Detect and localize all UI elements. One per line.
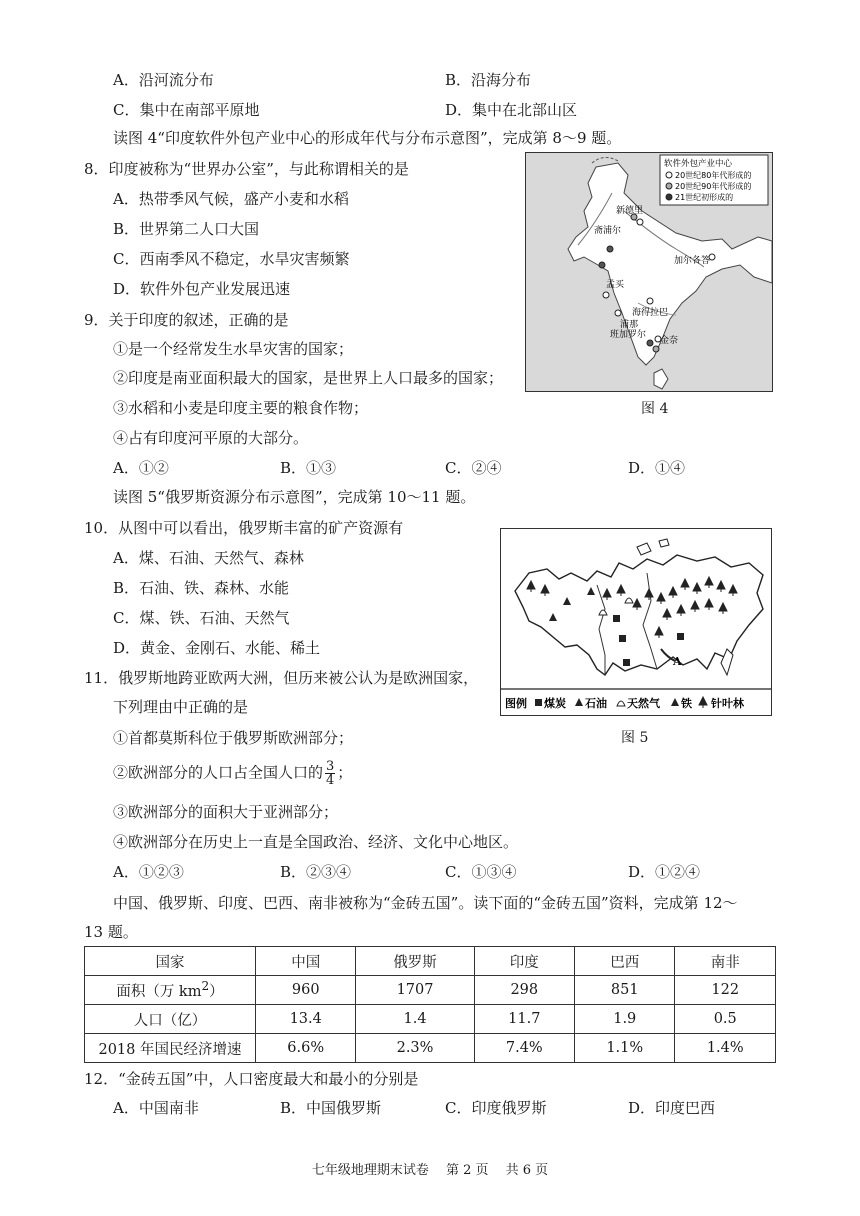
row-label-growth: 2018 年国民经济增速 [85, 1034, 256, 1063]
q9-option-b: B．①③ [280, 459, 337, 477]
q11-option-c: C．①③④ [445, 863, 517, 881]
map4-legend-21c: 21世纪初形成的 [675, 193, 734, 202]
coal-symbol [613, 615, 620, 622]
q9-statement-1: ①是一个经常发生水旱灾害的国家； [113, 340, 354, 358]
q12-option-a: A．中国南非 [113, 1099, 199, 1117]
q11-statement-4: ④欧洲部分在历史上一直是全国政治、经济、文化中心地区。 [113, 833, 519, 851]
india-map-svg [526, 153, 772, 391]
legend-21c-marker [666, 194, 672, 200]
q9-statement-4: ④占有印度河平原的大部分。 [113, 429, 309, 447]
table-header-cell: 印度 [474, 947, 574, 976]
table-header-cell: 国家 [85, 947, 256, 976]
q12-option-c: C．印度俄罗斯 [445, 1099, 547, 1117]
table-row-population [85, 1005, 776, 1034]
q11-option-d: D．①②④ [628, 863, 701, 881]
map5-legend-gas: 天然气 [627, 697, 660, 710]
q9-option-a: A．①② [113, 459, 169, 477]
map4-caption: 图 4 [641, 401, 669, 417]
q7-option-c: C．集中在南部平原地 [113, 101, 260, 119]
coal-symbol [677, 633, 684, 640]
q8-option-b: B．世界第二人口大国 [113, 220, 260, 238]
row-label-population: 人口（亿） [85, 1005, 256, 1034]
legend-90s-marker [666, 183, 672, 189]
city-hyderabad: 海得拉巴 [632, 308, 669, 318]
q9-option-c: C．②④ [445, 459, 502, 477]
q11-statement-1: ①首都莫斯科位于俄罗斯欧洲部分； [113, 729, 354, 747]
intro-10-11: 读图 5“俄罗斯资源分布示意图”，完成第 10～11 题。 [113, 488, 476, 506]
q10-option-b: B．石油、铁、森林、水能 [113, 579, 290, 597]
russia-map-svg [501, 529, 771, 715]
q9-stem: 9．关于印度的叙述，正确的是 [84, 311, 289, 329]
city-mumbai: 孟买 [606, 280, 625, 290]
point-a-label: A [673, 655, 682, 668]
intro-12-13-line1: 中国、俄罗斯、印度、巴西、南非被称为“金砖五国”。读下面的“金砖五国”资料，完成第 12～ [113, 894, 738, 912]
table-row-area [85, 976, 776, 1005]
table-header-cell: 俄罗斯 [356, 947, 474, 976]
fraction-denominator: 4 [326, 773, 335, 788]
russia-map [500, 528, 772, 716]
city-marker-delhi-2 [637, 219, 643, 225]
q11-option-a: A．①②③ [113, 863, 184, 881]
q12-stem: 12．“金砖五国”中，人口密度最大和最小的分别是 [84, 1070, 419, 1088]
q11-stem-line2: 下列理由中正确的是 [113, 698, 249, 716]
table-cell: 960 [256, 976, 356, 1005]
q10-option-c: C．煤、铁、石油、天然气 [113, 609, 290, 627]
table-cell: 1.4% [675, 1034, 776, 1063]
q7-option-a: A．沿河流分布 [113, 71, 214, 89]
q8-option-c: C．西南季风不稳定，水旱灾害频繁 [113, 250, 350, 268]
legend-80s-marker [666, 172, 672, 178]
q9-statement-2: ②印度是南亚面积最大的国家，是世界上人口最多的国家； [113, 369, 504, 387]
row-label-area [85, 976, 256, 1005]
table-cell: 851 [575, 976, 675, 1005]
table-cell: 2.3% [356, 1034, 474, 1063]
table-header-cell: 巴西 [575, 947, 675, 976]
area-label-end: ） [209, 983, 224, 1000]
map4-legend-title: 软件外包产业中心 [664, 159, 733, 169]
table-cell: 1.9 [575, 1005, 675, 1034]
map5-legend-iron: 铁 [681, 697, 692, 710]
table-cell: 298 [474, 976, 574, 1005]
table-cell: 1.4 [356, 1005, 474, 1034]
legend-coal-marker [535, 699, 542, 706]
map5-caption: 图 5 [621, 730, 649, 746]
q8-option-d: D．软件外包产业发展迅速 [113, 280, 291, 298]
table-cell: 0.5 [675, 1005, 776, 1034]
q11-statement-3: ③欧洲部分的面积大于亚洲部分； [113, 803, 339, 821]
map5-legend-forest: 针叶林 [711, 697, 744, 710]
q9-option-d: D．①④ [628, 459, 686, 477]
q10-stem: 10．从图中可以看出，俄罗斯丰富的矿产资源有 [84, 519, 404, 537]
map5-legend-oil: 石油 [585, 697, 607, 710]
city-marker-pune [615, 310, 621, 316]
area-label-text: 面积（万 km [116, 983, 202, 1000]
q11-statement-2-end: ； [337, 763, 353, 782]
city-marker-bangalore [647, 340, 653, 346]
city-marker-hyderabad [647, 298, 653, 304]
map5-legend-coal: 煤炭 [544, 697, 566, 710]
city-marker-west [599, 262, 605, 268]
city-pune: 浦那 [620, 320, 639, 330]
q10-option-a: A．煤、石油、天然气、森林 [113, 549, 304, 567]
table-row-growth [85, 1034, 776, 1063]
map4-legend-90s: 20世纪90年代形成的 [675, 182, 752, 191]
city-chandigarh: 斋浦尔 [594, 226, 622, 236]
table-header-cell: 中国 [256, 947, 356, 976]
q8-option-a: A．热带季风气候，盛产小麦和水稻 [113, 190, 349, 208]
table-cell: 6.6% [256, 1034, 356, 1063]
city-marker-bangalore-2 [653, 346, 659, 352]
three-quarters-fraction [325, 760, 335, 787]
q8-stem: 8．印度被称为“世界办公室”，与此称谓相关的是 [84, 160, 409, 178]
q7-option-d: D．集中在北部山区 [445, 101, 578, 119]
coal-symbol [623, 659, 630, 666]
area-label-sup: 2 [201, 979, 210, 994]
q7-option-b: B．沿海分布 [445, 71, 532, 89]
table-cell: 11.7 [474, 1005, 574, 1034]
table-header-cell: 南非 [675, 947, 776, 976]
brics-table [84, 946, 776, 1063]
q9-statement-3: ③水稻和小麦是印度主要的粮食作物； [113, 399, 369, 417]
table-cell: 7.4% [474, 1034, 574, 1063]
q12-option-b: B．中国俄罗斯 [280, 1099, 382, 1117]
q11-option-b: B．②③④ [280, 863, 352, 881]
q12-option-d: D．印度巴西 [628, 1099, 716, 1117]
india-map [525, 152, 773, 392]
city-chennai: 金奈 [660, 336, 679, 346]
intro-8-9: 读图 4“印度软件外包产业中心的形成年代与分布示意图”，完成第 8～9 题。 [113, 129, 622, 147]
table-cell: 1.1% [575, 1034, 675, 1063]
map4-legend-80s: 20世纪80年代形成的 [675, 171, 752, 180]
table-cell: 13.4 [256, 1005, 356, 1034]
intro-12-13-line2: 13 题。 [84, 923, 138, 941]
city-kolkata: 加尔各答 [674, 256, 711, 266]
table-cell: 122 [675, 976, 776, 1005]
q11-statement-2 [113, 760, 352, 787]
q10-option-d: D．黄金、金刚石、水能、稀土 [113, 639, 321, 657]
q11-stem-line1: 11．俄罗斯地跨亚欧两大洲，但历来被公认为是欧洲国家， [84, 669, 479, 687]
table-header-row [85, 947, 776, 976]
page-footer: 七年级地理期末试卷 第 2 页 共 6 页 [311, 1163, 549, 1178]
q11-statement-2-text: ②欧洲部分的人口占全国人口的 [113, 763, 324, 782]
table-cell: 1707 [356, 976, 474, 1005]
coal-symbol [619, 635, 626, 642]
map5-legend-label: 图例 [505, 697, 527, 710]
city-marker-chandigarh [607, 246, 613, 252]
city-delhi: 新德里 [616, 206, 644, 216]
city-bangalore: 班加罗尔 [610, 330, 647, 340]
fraction-numerator: 3 [326, 759, 335, 774]
city-marker-mumbai [603, 292, 609, 298]
